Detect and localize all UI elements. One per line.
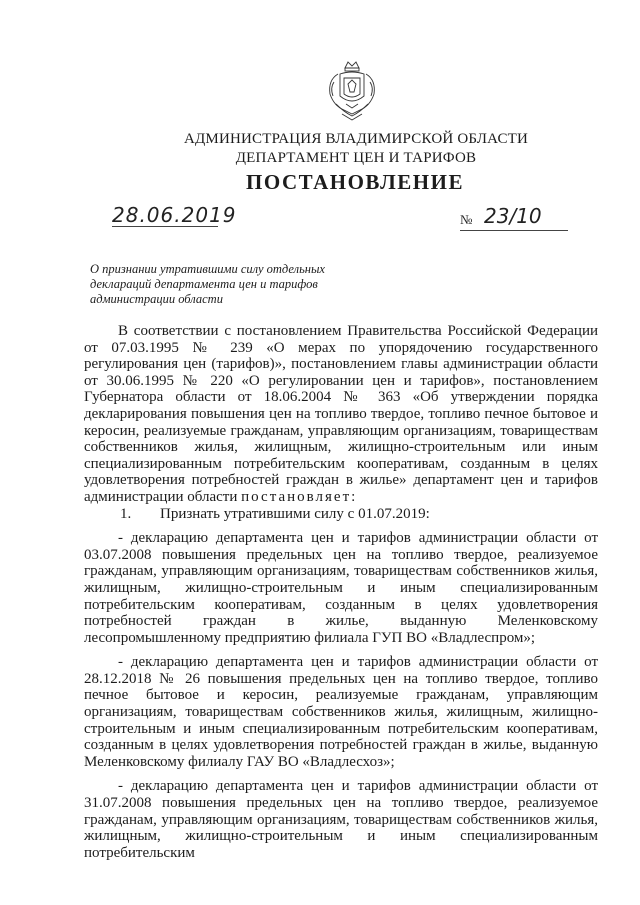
issuer-line-administration: АДМИНИСТРАЦИЯ ВЛАДИМИРСКОЙ ОБЛАСТИ <box>183 131 529 147</box>
issuer-line-department: ДЕПАРТАМЕНТ ЦЕН И ТАРИФОВ <box>235 150 477 166</box>
item-1 <box>84 506 598 523</box>
item-1-text: Признать утратившими силу с 01.07.2019: <box>160 505 430 522</box>
declaration-item: - декларацию департамента цен и тарифов администрации области от 03.07.2008 повышения предельных цен на топливо твердое, реализуемое гражданам, управляющим организациям, товариществам собственников жилья, жилищным, жилищно-строительным и иным специализированным потребительским кооперативам, созданным в целях удовлетворения потребностей граждан в жилье, выданную Меленковскому лесопромышленному предприятию филиала ГУП ВО «Владлеспром»; <box>84 530 598 646</box>
document-number-field <box>460 204 568 231</box>
coat-of-arms-icon <box>324 58 380 124</box>
coat-of-arms-emblem <box>324 58 380 124</box>
document-date: 28.06.2019 <box>112 203 237 227</box>
issuer-header <box>0 130 640 168</box>
declaration-item: - декларацию департамента цен и тарифов администрации области от 31.07.2008 повышения предельных цен на топливо твердое, реализуемое гражданам, управляющим организациям, товариществам собственников жилья, жилищным, жилищно-строительным и иным специализированным потребительским <box>84 778 598 861</box>
document-subject: О признании утратившими силу отдельных деклараций департамента цен и тарифов администрации области <box>90 262 325 306</box>
document-title: ПОСТАНОВЛЕНИЕ <box>246 170 464 194</box>
resolves-word: постановляет: <box>241 488 358 505</box>
document-body <box>84 323 598 861</box>
declaration-item: - декларацию департамента цен и тарифов администрации области от 28.12.2018 № 26 повышения предельных цен на топливо твердое, топливо печное бытовое и керосин, реализуемые гражданам, управляющим организациям, товариществам собственников жилья, жилищным, жилищно-строительным и иным специализированным потребительским кооперативам, созданным в целях удовлетворения потребностей граждан в жилье, выданную Меленковскому филиалу ГАУ ВО «Владлесхоз»; <box>84 654 598 770</box>
preamble-text: В соответствии с постановлением Правительства Российской Федерации от 07.03.1995 № 239 «О мерах по упорядочению государственного регулирования цен (тарифов)», постановлением главы администрации области от 30.06.1995 № 220 «О регулировании цен и тарифов», постановлением Губернатора области от 18.06.2004 № 363 «Об утверждении порядка декларирования повышения цен на топливо твердое, топливо печное бытовое и керосин, реализуемые гражданам, управляющим организациям, товариществам собственников жилья, жилищным, жилищно-строительным или иным специализированным потребительским кооперативам, созданным в целях удовлетворения потребностей граждан в жилье» департамент цен и тарифов администрации области <box>84 323 598 505</box>
number-sign: № <box>460 212 473 227</box>
item-1-number: 1. <box>120 505 132 522</box>
document-number: 23/10 <box>484 204 542 228</box>
preamble-paragraph <box>84 323 598 506</box>
